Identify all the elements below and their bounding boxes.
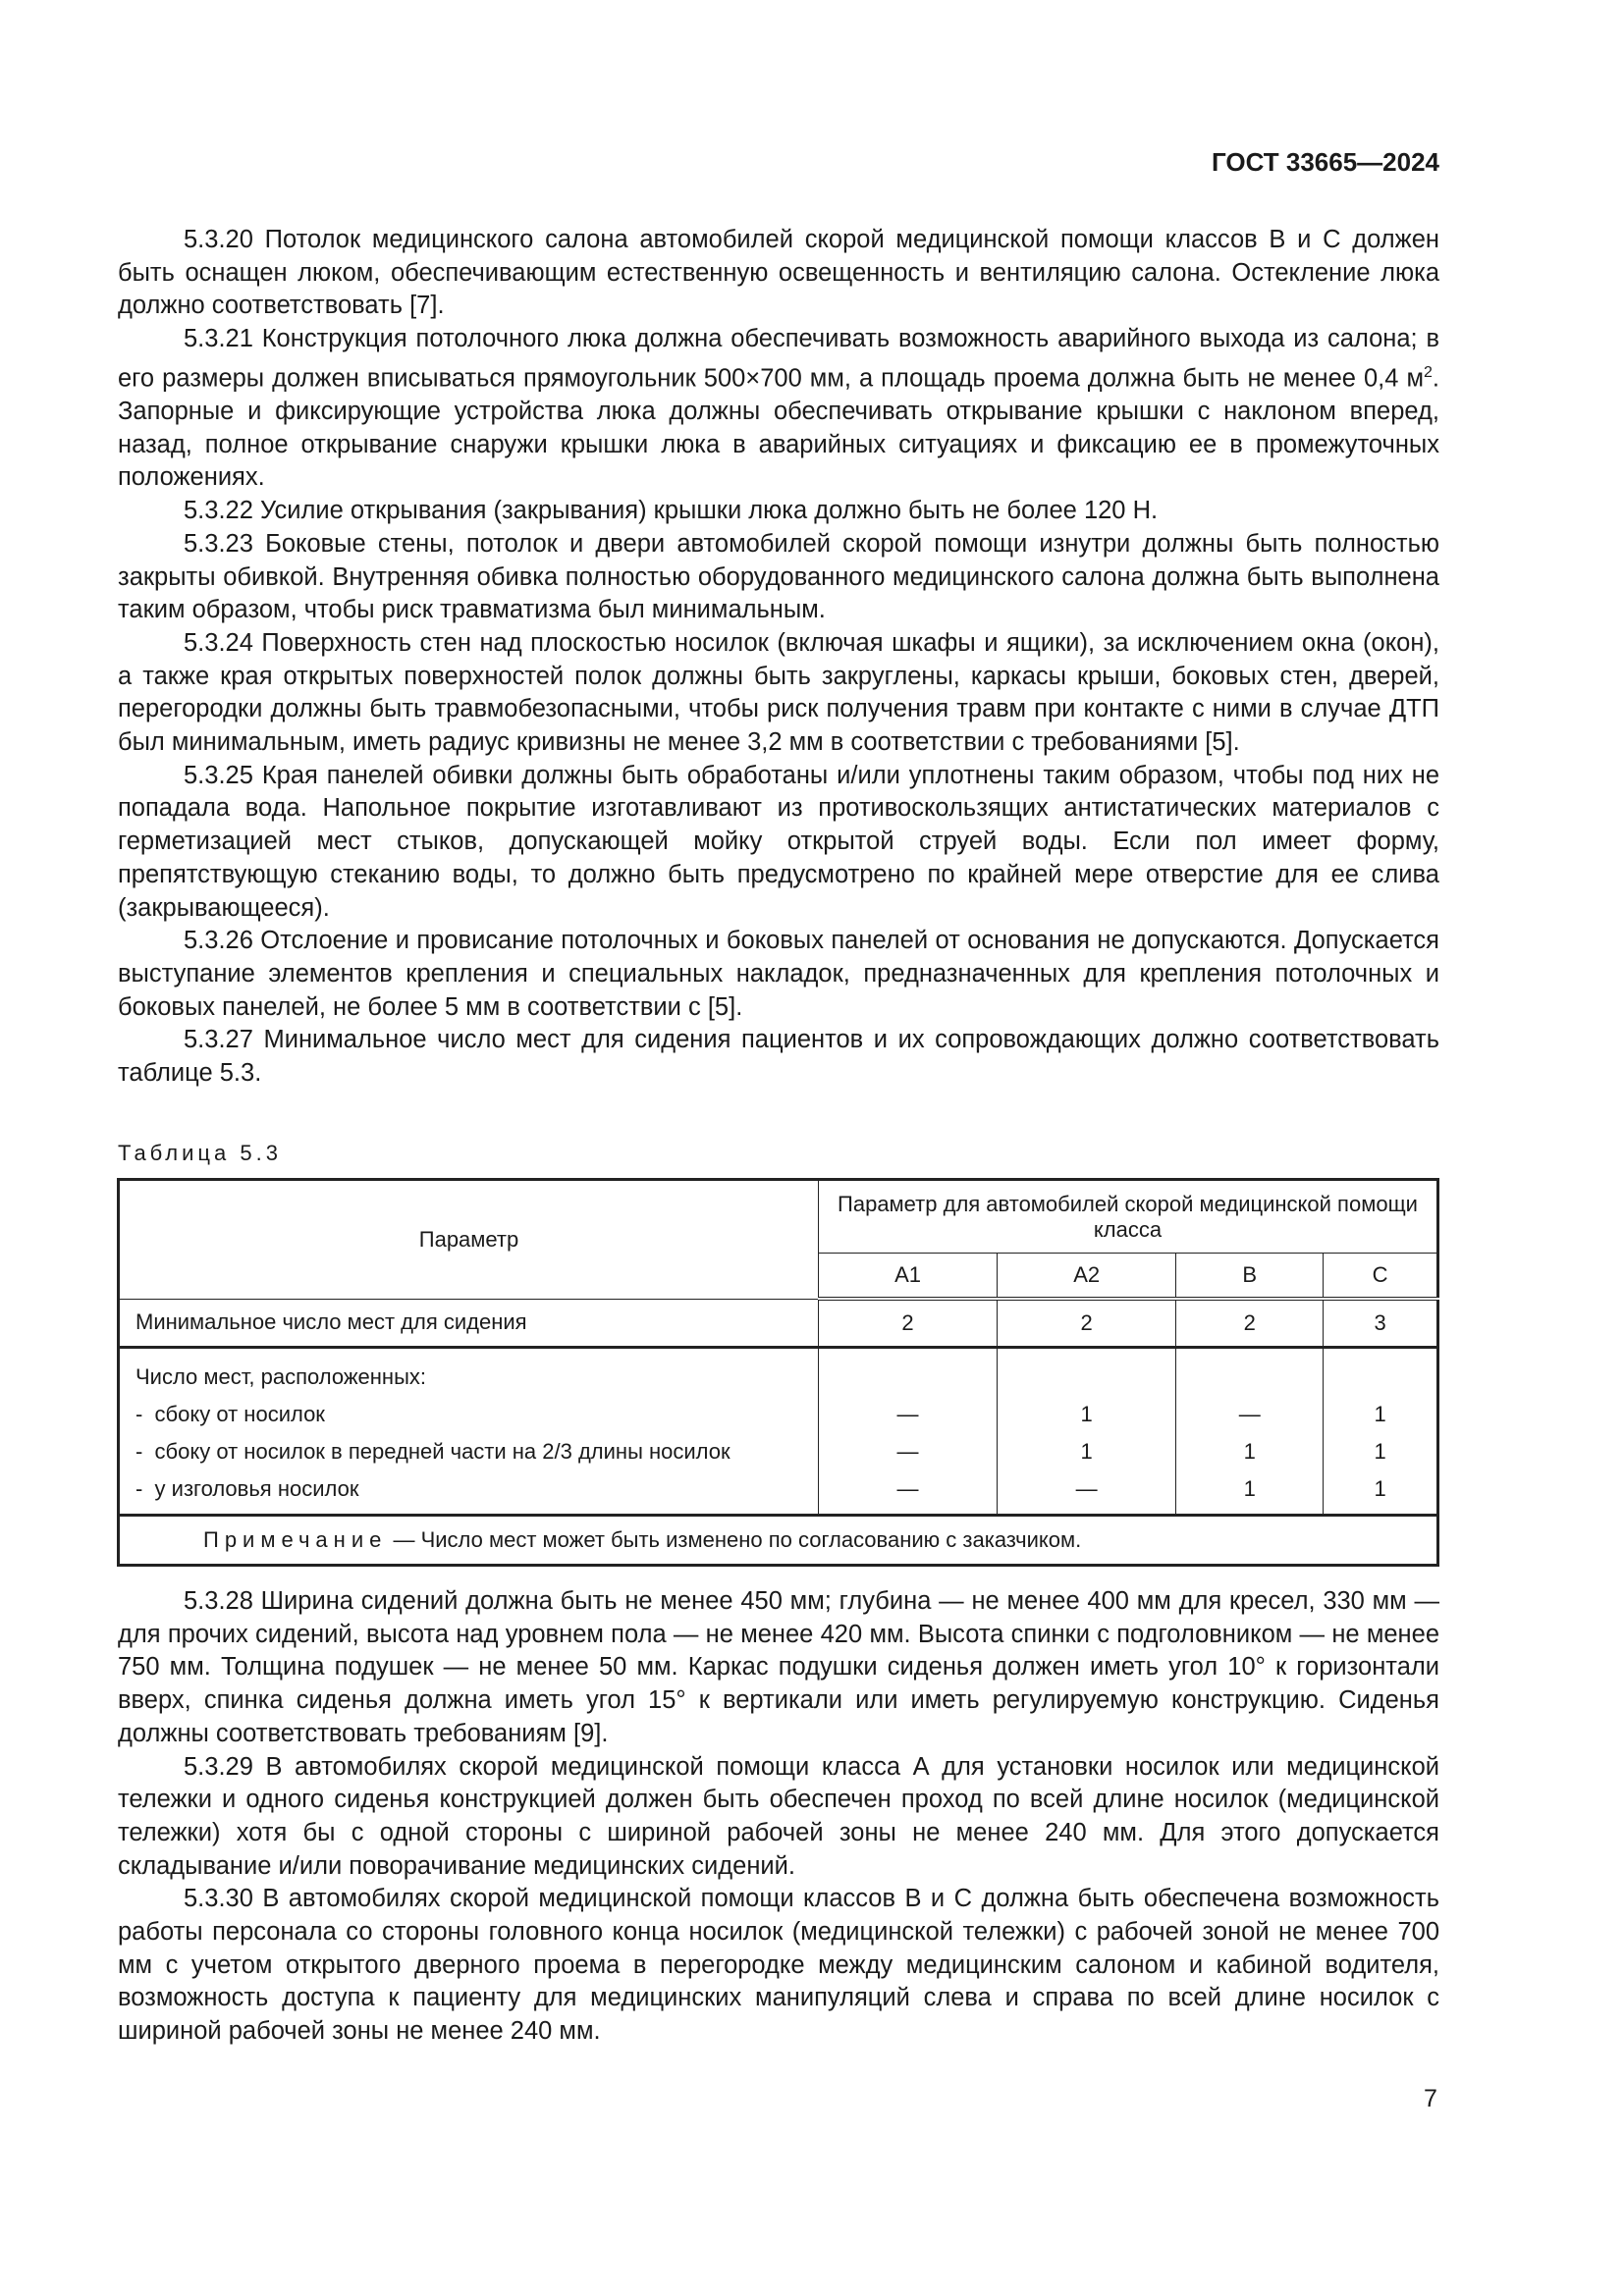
paragraph: 5.3.30 В автомобилях скорой медицинской помощи классов В и С должна быть обеспечена возможность работы персонала со стороны головного конца носилок (медицинской тележки) с рабочей зоной не менее 700 мм с учетом открытого дверного проема в перегородке между медицинским салоном и кабиной водителя, возможность доступа к пациенту для медицинских манипуляций слева и справа по всей длине носилок с шириной рабочей зоны не менее 240 мм. xyxy=(118,1885,1439,2046)
class-header: В xyxy=(1176,1254,1324,1300)
value: 1 xyxy=(1080,1402,1093,1426)
section-bottom xyxy=(118,1585,1439,2049)
table-row xyxy=(119,1348,1438,1516)
document-header: ГОСТ 33665—2024 xyxy=(1212,147,1439,177)
class-header: С xyxy=(1324,1254,1438,1300)
table-note-row xyxy=(119,1516,1438,1566)
value: 1 xyxy=(1080,1439,1093,1464)
text: 5.3.21 Конструкция потолочного люка должна обеспечивать возможность аварийного выхода из салона; в его размеры должен вписываться прямоугольник 500×700 мм, а площадь проема должна быть не менее 0,4 м xyxy=(118,325,1439,393)
cell xyxy=(819,1348,998,1516)
cell: 2 xyxy=(1176,1299,1324,1348)
cell: 3 xyxy=(1324,1299,1438,1348)
sub-label: - сбоку от носилок в передней части на 2/3 длины носилок xyxy=(135,1439,731,1464)
paragraph xyxy=(118,323,1439,495)
param-header: Параметр xyxy=(119,1180,819,1300)
paragraph: 5.3.27 Минимальное число мест для сидения пациентов и их сопровождающих должно соответствовать таблице 5.3. xyxy=(118,1026,1439,1088)
table-header-row xyxy=(119,1180,1438,1254)
sub-label: - у изголовья носилок xyxy=(135,1476,359,1501)
cell: 2 xyxy=(819,1299,998,1348)
note-text: — Число мест может быть изменено по согласованию с заказчиком. xyxy=(387,1527,1082,1552)
value: 1 xyxy=(1374,1439,1386,1464)
row-title: Число мест, расположенных: xyxy=(135,1364,426,1389)
sub-label: - сбоку от носилок xyxy=(135,1402,325,1426)
paragraph: 5.3.25 Края панелей обивки должны быть обработаны и/или уплотнены таким образом, чтобы под них не попадала вода. Напольное покрытие изготавливают из противоскользящих антистатических материалов с герметизацией мест стыков, допускающей мойку открытой струей воды. Если пол имеет форму, препятствующую стеканию воды, то должно быть предусмотрено по крайней мере отверстие для ее слива (закрывающееся). xyxy=(118,761,1439,922)
value: — xyxy=(896,1476,919,1501)
cell xyxy=(1176,1348,1324,1516)
table-note xyxy=(119,1516,1438,1566)
value: — xyxy=(1075,1476,1098,1501)
paragraph: 5.3.24 Поверхность стен над плоскостью носилок (включая шкафы и ящики), за исключением окна (окон), а также края открытых поверхностей полок должны быть закруглены, каркасы крыши, боковых стен, дверей, перегородки должны быть травмобезопасными, чтобы риск получения травм при контакте с ними в случае ДТП был минимальным, иметь радиус кривизны не менее 3,2 мм в соответствии с требованиями [5]. xyxy=(118,628,1439,757)
class-header: А1 xyxy=(819,1254,998,1300)
class-header: А2 xyxy=(998,1254,1176,1300)
value: — xyxy=(896,1402,919,1426)
seats-table xyxy=(117,1178,1439,1567)
paragraph: 5.3.29 В автомобилях скорой медицинской помощи класса А для установки носилок или медицинской тележки и одного сиденья конструкцией должен быть обеспечен проход по всей длине носилок (медицинской тележки) хотя бы с одной стороны с шириной рабочей зоны не менее 240 мм. Для этого допускается складывание и/или поворачивание медицинских сидений. xyxy=(118,1752,1439,1880)
value: — xyxy=(1238,1402,1261,1426)
text: . Запорные и фиксирующие устройства люка должны обеспечивать открывание крышки с наклоном вперед, назад, полное открывание снаружи крышки люка в аварийных ситуациях и фиксацию ее в промежуточных положениях. xyxy=(118,364,1439,492)
value: 1 xyxy=(1374,1476,1386,1501)
row-label: Минимальное число мест для сидения xyxy=(119,1299,819,1348)
cell xyxy=(1324,1348,1438,1516)
cell: 2 xyxy=(998,1299,1176,1348)
table-row xyxy=(119,1299,1438,1348)
value: 1 xyxy=(1374,1402,1386,1426)
value: — xyxy=(896,1439,919,1464)
group-header: Параметр для автомобилей скорой медицинской помощи класса xyxy=(819,1180,1438,1254)
row-label xyxy=(119,1348,819,1516)
value: 1 xyxy=(1243,1476,1256,1501)
paragraph: 5.3.28 Ширина сидений должна быть не менее 450 мм; глубина — не менее 400 мм для кресел, 330 мм — для прочих сидений, высота над уровнем пола — не менее 420 мм. Высота спинки с подголовником — не менее 750 мм. Толщина подушек — не менее 50 мм. Каркас подушки сиденья должен иметь угол 10° к горизонтали вверх, спинка сиденья должна иметь угол 15° к вертикали или иметь регулируемую конструкцию. Сиденья должны соответствовать требованиям [9]. xyxy=(118,1587,1439,1747)
table-label: Таблица 5.3 xyxy=(118,1141,282,1165)
paragraph: 5.3.26 Отслоение и провисание потолочных и боковых панелей от основания не допускаются. Допускается выступание элементов крепления и специальных накладок, предназначенных для крепления потолочных и боковых панелей, не более 5 мм в соответствии с [5]. xyxy=(118,927,1439,1021)
cell xyxy=(998,1348,1176,1516)
note-label: Примечание xyxy=(203,1527,388,1552)
value: 1 xyxy=(1243,1439,1256,1464)
page-number: 7 xyxy=(1424,2085,1437,2112)
section-top xyxy=(118,224,1439,1091)
paragraph: 5.3.20 Потолок медицинского салона автомобилей скорой медицинской помощи классов В и С должен быть оснащен люком, обеспечивающим естественную освещенность и вентиляцию салона. Остекление люка должно соответствовать [7]. xyxy=(118,226,1439,320)
paragraph: 5.3.23 Боковые стены, потолок и двери автомобилей скорой помощи изнутри должны быть полностью закрыты обивкой. Внутренняя обивка полностью оборудованного медицинского салона должна быть выполнена таким образом, чтобы риск травматизма был минимальным. xyxy=(118,529,1439,624)
superscript: 2 xyxy=(1424,363,1433,381)
paragraph: 5.3.22 Усилие открывания (закрывания) крышки люка должно быть не более 120 Н. xyxy=(184,497,1159,525)
